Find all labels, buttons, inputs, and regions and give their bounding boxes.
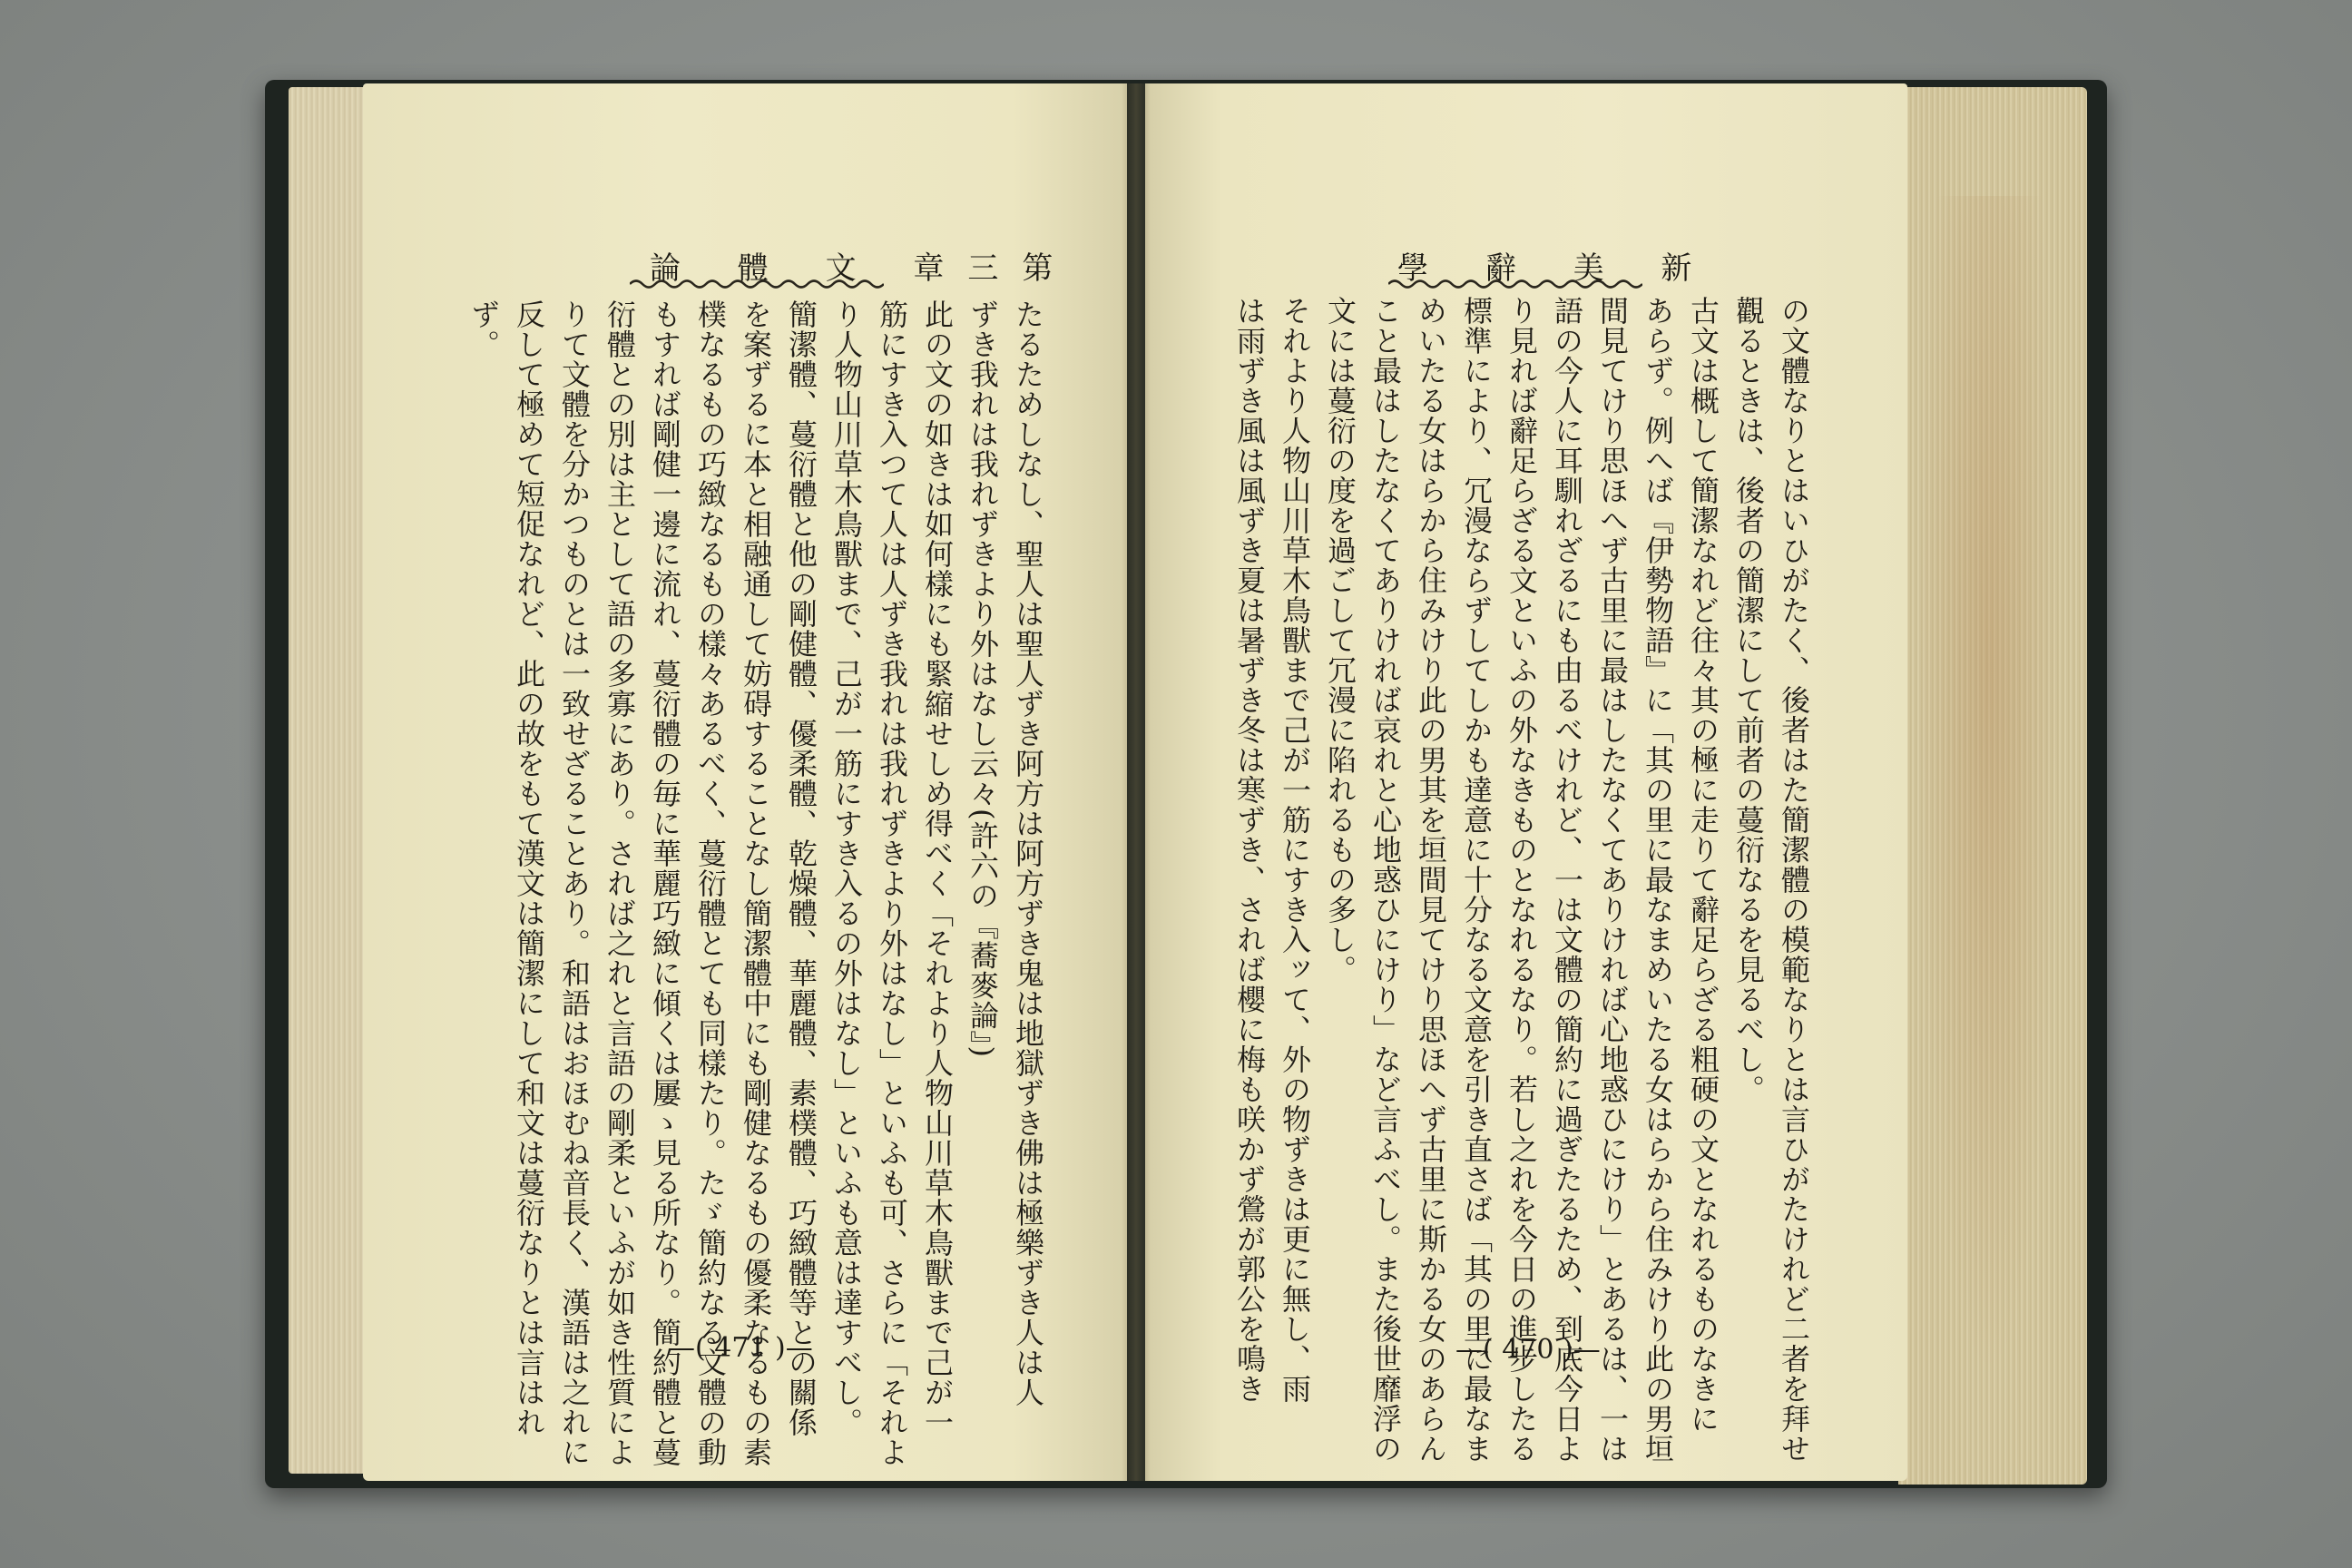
right-text-column: の文體なりとはいひがたく、後者はた簡潔體の模範なりとは言ひがたけれど二者を拜せ [1777,296,1811,1464]
right-text-column: それより人物山川草木鳥獸まで己が一筋にすき入ッて、外の物ずきは更に無し、雨 [1278,296,1312,1404]
left-text-column: もすれば剛健一邊に流れ、蔓衍體の毎に華麗巧緻に傾くは屢ゝ見る所なり。簡約體と蔓 [648,299,682,1467]
book-gutter [1122,83,1151,1481]
left-text-column: 此の文の如きは如何樣にも緊縮せしめ得べく「それより人物山川草木鳥獸まで己が一 [920,299,955,1437]
left-text-column: 反して極めて短促なれど、此の故をもて漢文は簡潔にして和文は蔓衍なりとは言はれ [512,299,546,1437]
right-text-column: 文には蔓衍の度を過ごして冗漫に陷れるもの多し。 [1323,296,1357,985]
left-text-column: 簡潔體、蔓衍體と他の剛健體、優柔體、乾燥體、華麗體、素樸體、巧緻體等との關係 [784,299,818,1437]
left-text-column: を案ずるに本と相融通して妨碍することなし簡潔體中にも剛健なるもの優柔なるもの素 [739,299,773,1467]
left-text-column: たるためしなし、聖人は聖人ずき阿方は阿方ずき鬼は地獄ずき佛は極樂ずき人は人 [1011,299,1045,1407]
right-text-column: 標準により、冗漫ならずしてしかも達意に十分なる文意を引き直さば「其の里に最なま [1459,296,1494,1464]
left-text-column: ず。 [466,299,501,359]
right-running-head: 學 辭 美 新 [1397,250,1716,287]
right-text-column: 語の今人に耳馴れざるにも由るべけれど、一は文體の簡約に過ぎたるため、到底今日よ [1550,296,1584,1464]
right-head-rule [1388,278,1642,290]
left-text-column: り人物山川草木鳥獸まで、己が一筋にすき入るの外はなし」といふも意は達すべし。 [829,299,864,1437]
left-head-rule [630,278,884,290]
right-text-column: あらず。例へば『伊勢物語』に「其の里に最なまめいたる女はらから住みけり此の男垣 [1641,296,1675,1464]
left-text-column: 筋にすき入つて人は人ずき我れは我れずきより外はなし」といふも可、さらに「それよ [875,299,909,1467]
right-text-column: こと最はしたなくてありければ哀れと心地惑ひにけり」など言ふべし。また後世靡浮の [1368,296,1403,1464]
right-text-column: めいたる女はらから住みけり此の男其を垣間見てけり思ほへず古里に斯かる女のあらん [1414,296,1448,1464]
right-page-number: —( 470 )— [1455,1334,1601,1366]
page-edges-left [289,87,370,1474]
left-text-column: 樸なるもの巧緻なるもの樣々あるべく、蔓衍體とても同樣たり。たゞ簡約なる文體の動 [693,299,728,1467]
left-text-column: 衍體との別は主として語の多寡にあり。されば之れと言語の剛柔といふが如き性質によ [603,299,637,1467]
right-text-column: 觀るときは、後者の簡潔にして前者の蔓衍なるを見るべし。 [1731,296,1766,1104]
left-text-column: ずき我れは我れずきより外はなし云々(許六の『蕎麥論』) [965,299,1000,1058]
right-text-column: は雨ずき風は風ずき夏は暑ずき冬は寒ずき、されば櫻に梅も咲かず鶯が郭公を鳴き [1232,296,1267,1404]
right-text-column: 間見てけり思ほへず古里に最はしたなくてありければ心地惑ひにけり」とあるは、一は [1595,296,1630,1464]
left-text-column: りて文體を分かつものとは一致せざることあり。和語はおほむね音長く、漢語は之れに [557,299,592,1467]
right-text-column: り見れば辭足らざる文といふの外なきものとなれるなり。若し之れを今日の進步したる [1504,296,1539,1464]
right-text-column: 古文は概して簡潔なれど往々其の極に走りて辭足らざる粗硬の文となれるものなきに [1686,296,1720,1434]
left-running-head: 論 體 文 章三第 [650,250,1077,287]
page-edges-right [1898,87,2087,1485]
left-page-number: —( 471 )— [668,1332,813,1364]
